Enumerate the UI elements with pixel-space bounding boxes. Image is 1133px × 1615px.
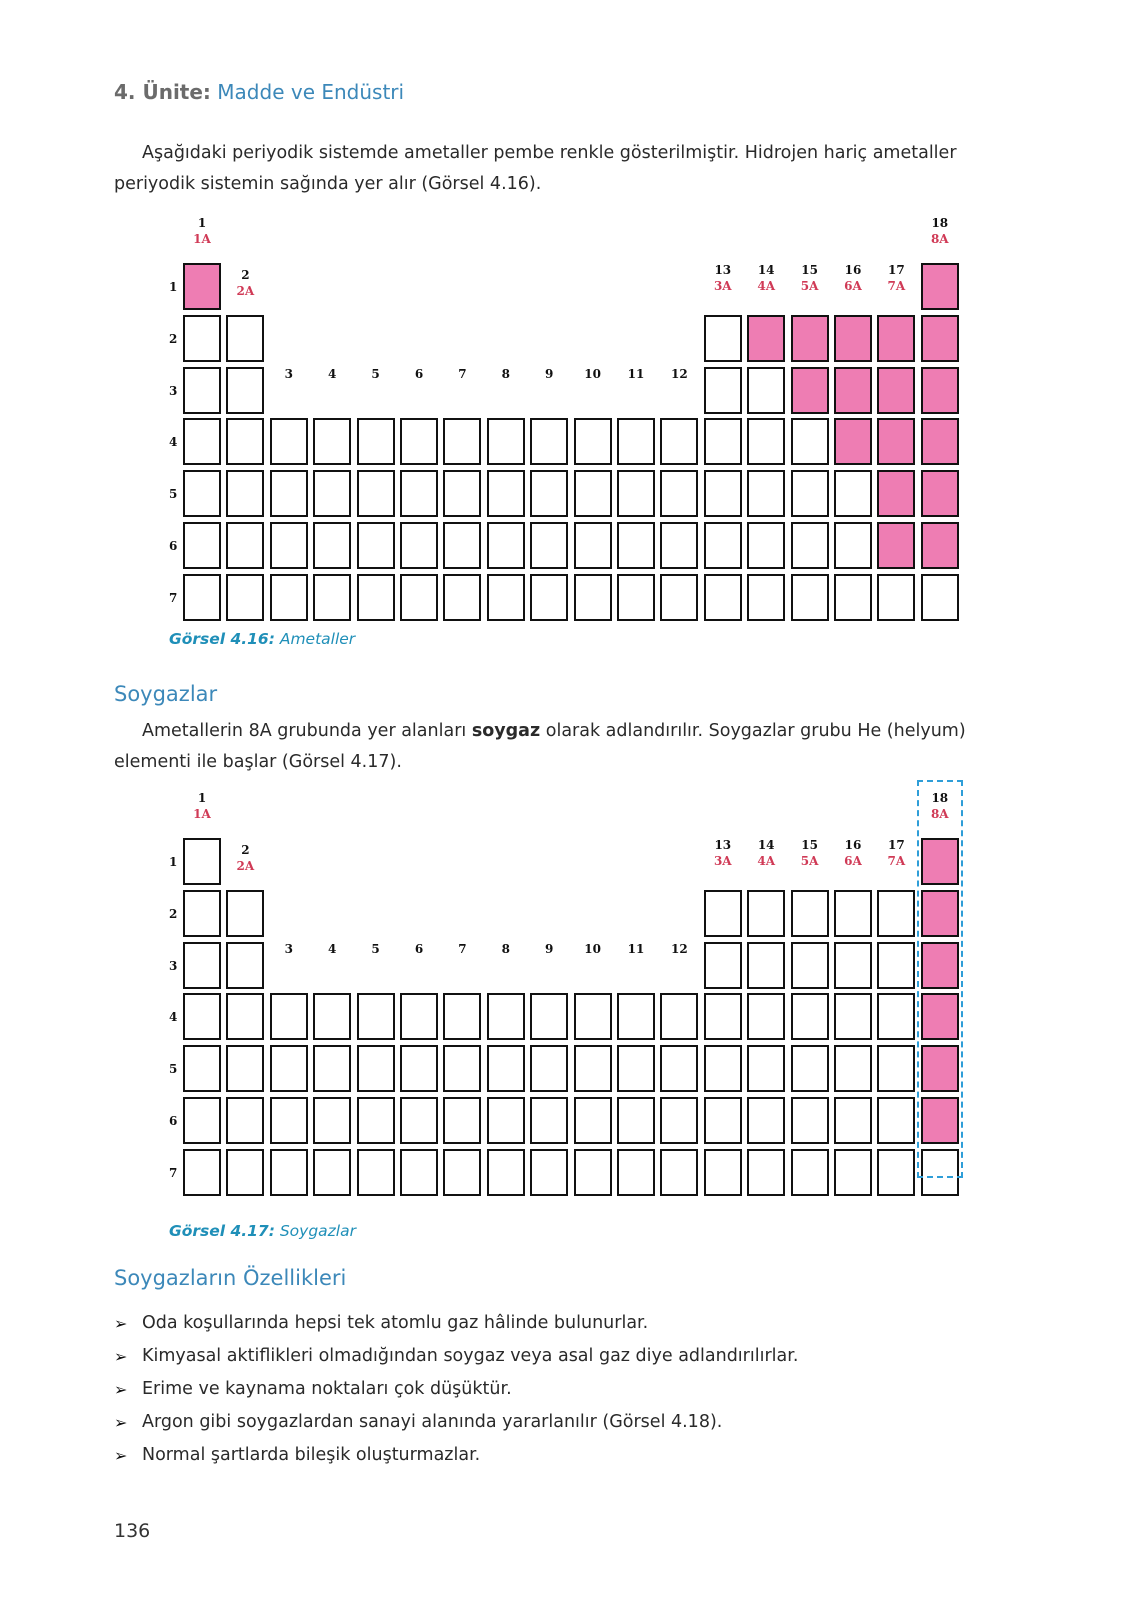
element-cell-p4-g12 — [660, 418, 698, 465]
section-title-properties: Soygazların Özellikleri — [114, 1266, 347, 1290]
element-cell-p5-g14 — [747, 1045, 785, 1092]
element-cell-p5-g7 — [443, 1045, 481, 1092]
element-cell-p6-g6 — [400, 1097, 438, 1144]
group-label-13: 13 3A — [713, 263, 732, 293]
element-cell-p5-g10 — [574, 470, 612, 517]
element-cell-p6-g15 — [791, 1097, 829, 1144]
periodic-table-noble-gases — [165, 790, 1010, 1190]
element-cell-p2-g1 — [183, 315, 221, 362]
group-label-2: 2 2A — [236, 843, 255, 873]
element-cell-p7-g8 — [487, 1149, 525, 1196]
element-cell-p6-g15 — [791, 522, 829, 569]
group-label-6: 6 — [414, 367, 424, 381]
element-cell-p2-g1 — [183, 890, 221, 937]
group-label-8: 8 — [501, 942, 510, 956]
element-cell-p6-g2 — [226, 522, 264, 569]
element-cell-p7-g7 — [443, 1149, 481, 1196]
element-cell-p3-g13 — [704, 367, 742, 414]
group-label-9: 9 — [545, 942, 554, 956]
list-item — [114, 1406, 1014, 1439]
unit-number: 4. Ünite: — [114, 80, 211, 104]
group-label-15: 15 5A — [800, 263, 819, 293]
element-cell-p7-g12 — [660, 1149, 698, 1196]
period-label-1: 1 — [169, 855, 178, 869]
element-cell-p3-g2 — [226, 942, 264, 989]
element-cell-p2-g2 — [226, 315, 264, 362]
element-cell-p7-g16 — [834, 574, 872, 621]
list-item-text: Normal şartlarda bileşik oluşturmazlar. — [142, 1445, 481, 1465]
group-label-4: 4 — [328, 942, 337, 956]
element-cell-p5-g13 — [704, 470, 742, 517]
group-label-9: 9 — [545, 367, 554, 381]
list-item-text: Oda koşullarında hepsi tek atomlu gaz hâlinde bulunurlar. — [142, 1313, 649, 1333]
element-cell-p5-g16 — [834, 470, 872, 517]
element-cell-p3-g17 — [877, 942, 915, 989]
soygazlar-text-2: olarak adlandırılır. Soygazlar grubu He (helyum) elementi ile başlar (Görsel 4.17). — [114, 721, 966, 772]
element-cell-p6-g14 — [747, 1097, 785, 1144]
group-label-7: 7 — [458, 367, 467, 381]
element-cell-p5-g15 — [791, 470, 829, 517]
period-label-2: 2 — [169, 331, 178, 346]
element-cell-p7-g15 — [791, 574, 829, 621]
element-cell-p4-g10 — [574, 418, 612, 465]
period-label-6: 6 — [169, 539, 178, 553]
element-cell-p5-g6 — [400, 1045, 438, 1092]
element-cell-p4-g4 — [313, 418, 351, 465]
element-cell-p4-g8 — [487, 993, 525, 1040]
element-cell-p3-g16 — [834, 367, 872, 414]
figure-caption-4-16 — [169, 630, 355, 648]
element-cell-p3-g18 — [921, 367, 959, 414]
caption-label: Görsel 4.16: — [169, 630, 275, 648]
element-cell-p2-g15 — [791, 315, 829, 362]
element-cell-p2-g14 — [747, 890, 785, 937]
element-cell-p5-g16 — [834, 1045, 872, 1092]
element-cell-p7-g17 — [877, 1149, 915, 1196]
element-cell-p4-g12 — [660, 993, 698, 1040]
element-cell-p7-g18 — [921, 574, 959, 621]
element-cell-p7-g2 — [226, 1149, 264, 1196]
period-label-2: 2 — [169, 906, 178, 921]
element-cell-p4-g11 — [617, 418, 655, 465]
element-cell-p3-g15 — [791, 942, 829, 989]
element-cell-p4-g6 — [400, 993, 438, 1040]
group-label-11: 11 — [627, 942, 645, 956]
element-cell-p6-g4 — [313, 522, 351, 569]
element-cell-p5-g9 — [530, 1045, 568, 1092]
group-label-5: 5 — [371, 367, 380, 381]
element-cell-p6-g13 — [704, 522, 742, 569]
element-cell-p4-g7 — [443, 418, 481, 465]
element-cell-p2-g13 — [704, 315, 742, 362]
element-cell-p5-g3 — [270, 1045, 308, 1092]
element-cell-p2-g16 — [834, 890, 872, 937]
element-cell-p3-g1 — [183, 942, 221, 989]
element-cell-p5-g8 — [487, 470, 525, 517]
group-label-8: 8 — [501, 367, 510, 381]
period-label-3: 3 — [169, 958, 178, 973]
element-cell-p2-g17 — [877, 890, 915, 937]
element-cell-p4-g2 — [226, 418, 264, 465]
group-label-10: 10 — [584, 367, 601, 381]
element-cell-p4-g17 — [877, 993, 915, 1040]
element-cell-p4-g5 — [357, 418, 395, 465]
element-cell-p1-g1 — [183, 263, 221, 310]
element-cell-p5-g1 — [183, 1045, 221, 1092]
soygazlar-text-1: Ametallerin 8A grubunda yer alanları — [142, 721, 472, 741]
list-item — [114, 1439, 1014, 1472]
element-cell-p7-g8 — [487, 574, 525, 621]
group-label-10: 10 — [584, 942, 601, 956]
group-label-16: 16 6A — [844, 263, 862, 293]
element-cell-p3-g14 — [747, 367, 785, 414]
element-cell-p4-g4 — [313, 993, 351, 1040]
group-label-18: 18 8A — [930, 216, 949, 246]
element-cell-p6-g3 — [270, 522, 308, 569]
element-cell-p4-g10 — [574, 993, 612, 1040]
element-cell-p6-g7 — [443, 522, 481, 569]
element-cell-p7-g3 — [270, 1149, 308, 1196]
properties-list — [114, 1307, 1014, 1472]
element-cell-p6-g7 — [443, 1097, 481, 1144]
element-cell-p6-g2 — [226, 1097, 264, 1144]
element-cell-p5-g5 — [357, 1045, 395, 1092]
element-cell-p2-g2 — [226, 890, 264, 937]
element-cell-p4-g18 — [921, 418, 959, 465]
group-label-3: 3 — [284, 367, 293, 381]
element-cell-p5-g10 — [574, 1045, 612, 1092]
element-cell-p6-g11 — [617, 522, 655, 569]
element-cell-p4-g1 — [183, 993, 221, 1040]
element-cell-p7-g11 — [617, 1149, 655, 1196]
group-label-18: 18 8A — [930, 791, 949, 821]
element-cell-p5-g1 — [183, 470, 221, 517]
element-cell-p6-g14 — [747, 522, 785, 569]
element-cell-p5-g8 — [487, 1045, 525, 1092]
period-label-7: 7 — [169, 1165, 178, 1180]
group-label-14: 14 4A — [757, 838, 776, 868]
element-cell-p4-g14 — [747, 993, 785, 1040]
group-label-1: 1 1A — [193, 216, 211, 246]
element-cell-p7-g6 — [400, 574, 438, 621]
element-cell-p7-g9 — [530, 574, 568, 621]
element-cell-p6-g1 — [183, 1097, 221, 1144]
element-cell-p1-g18 — [921, 263, 959, 310]
noble-gas-group-outline — [917, 780, 963, 1178]
element-cell-p6-g11 — [617, 1097, 655, 1144]
element-cell-p5-g18 — [921, 470, 959, 517]
element-cell-p5-g12 — [660, 470, 698, 517]
element-cell-p5-g4 — [313, 470, 351, 517]
element-cell-p4-g1 — [183, 418, 221, 465]
element-cell-p7-g17 — [877, 574, 915, 621]
period-label-5: 5 — [169, 1062, 178, 1077]
element-cell-p5-g2 — [226, 470, 264, 517]
list-item — [114, 1373, 1014, 1406]
element-cell-p6-g12 — [660, 1097, 698, 1144]
element-cell-p7-g5 — [357, 574, 395, 621]
element-cell-p7-g1 — [183, 574, 221, 621]
arrowhead-bullet-icon: ➢ — [114, 1446, 128, 1465]
element-cell-p1-g1 — [183, 838, 221, 885]
element-cell-p6-g5 — [357, 1097, 395, 1144]
element-cell-p5-g15 — [791, 1045, 829, 1092]
period-label-5: 5 — [169, 487, 178, 502]
element-cell-p7-g15 — [791, 1149, 829, 1196]
group-label-12: 12 — [671, 367, 688, 381]
element-cell-p6-g6 — [400, 522, 438, 569]
group-label-3: 3 — [284, 942, 293, 956]
element-cell-p5-g2 — [226, 1045, 264, 1092]
element-cell-p6-g17 — [877, 522, 915, 569]
element-cell-p7-g13 — [704, 1149, 742, 1196]
element-cell-p5-g5 — [357, 470, 395, 517]
element-cell-p4-g7 — [443, 993, 481, 1040]
period-label-4: 4 — [169, 435, 178, 450]
caption-text: Ametaller — [279, 630, 356, 648]
element-cell-p7-g14 — [747, 1149, 785, 1196]
group-label-17: 17 7A — [887, 263, 906, 293]
soygazlar-bold-term: soygaz — [471, 721, 541, 741]
element-cell-p6-g8 — [487, 522, 525, 569]
section-title-soygazlar: Soygazlar — [114, 682, 218, 706]
group-label-17: 17 7A — [887, 838, 906, 868]
intro-text: Aşağıdaki periyodik sistemde ametaller pembe renkle gösterilmiştir. Hidrojen hariç ametaller periyodik sistemin sağında yer alır (Görsel 4.16). — [114, 143, 957, 194]
element-cell-p4-g15 — [791, 418, 829, 465]
group-label-6: 6 — [414, 942, 424, 956]
element-cell-p7-g9 — [530, 1149, 568, 1196]
element-cell-p4-g9 — [530, 418, 568, 465]
element-cell-p5-g3 — [270, 470, 308, 517]
element-cell-p6-g16 — [834, 1097, 872, 1144]
element-cell-p7-g2 — [226, 574, 264, 621]
element-cell-p3-g2 — [226, 367, 264, 414]
element-cell-p2-g18 — [921, 315, 959, 362]
element-cell-p5-g11 — [617, 470, 655, 517]
group-label-7: 7 — [458, 942, 467, 956]
element-cell-p3-g17 — [877, 367, 915, 414]
list-item — [114, 1340, 1014, 1373]
element-cell-p2-g17 — [877, 315, 915, 362]
unit-name: Madde ve Endüstri — [217, 80, 405, 104]
element-cell-p2-g15 — [791, 890, 829, 937]
group-label-14: 14 4A — [757, 263, 776, 293]
element-cell-p4-g3 — [270, 993, 308, 1040]
element-cell-p5-g6 — [400, 470, 438, 517]
element-cell-p2-g16 — [834, 315, 872, 362]
element-cell-p6-g17 — [877, 1097, 915, 1144]
element-cell-p6-g10 — [574, 522, 612, 569]
element-cell-p4-g16 — [834, 418, 872, 465]
element-cell-p5-g11 — [617, 1045, 655, 1092]
element-cell-p6-g13 — [704, 1097, 742, 1144]
element-cell-p5-g7 — [443, 470, 481, 517]
element-cell-p6-g18 — [921, 522, 959, 569]
arrowhead-bullet-icon: ➢ — [114, 1413, 128, 1432]
group-label-16: 16 6A — [844, 838, 862, 868]
figure-caption-4-17 — [169, 1222, 356, 1240]
arrowhead-bullet-icon: ➢ — [114, 1347, 128, 1366]
element-cell-p4-g15 — [791, 993, 829, 1040]
element-cell-p5-g14 — [747, 470, 785, 517]
element-cell-p6-g9 — [530, 1097, 568, 1144]
element-cell-p7-g7 — [443, 574, 481, 621]
element-cell-p4-g6 — [400, 418, 438, 465]
arrowhead-bullet-icon: ➢ — [114, 1380, 128, 1399]
group-label-15: 15 5A — [800, 838, 819, 868]
intro-paragraph — [114, 138, 1034, 200]
element-cell-p7-g6 — [400, 1149, 438, 1196]
group-label-12: 12 — [671, 942, 688, 956]
element-cell-p7-g3 — [270, 574, 308, 621]
period-label-6: 6 — [169, 1114, 178, 1128]
caption-label: Görsel 4.17: — [169, 1222, 275, 1240]
element-cell-p7-g4 — [313, 574, 351, 621]
element-cell-p4-g16 — [834, 993, 872, 1040]
element-cell-p6-g9 — [530, 522, 568, 569]
element-cell-p4-g13 — [704, 993, 742, 1040]
element-cell-p5-g4 — [313, 1045, 351, 1092]
arrowhead-bullet-icon: ➢ — [114, 1314, 128, 1333]
element-cell-p4-g2 — [226, 993, 264, 1040]
element-cell-p7-g1 — [183, 1149, 221, 1196]
group-label-5: 5 — [371, 942, 380, 956]
period-label-3: 3 — [169, 383, 178, 398]
element-cell-p4-g5 — [357, 993, 395, 1040]
periodic-table-nonmetals — [165, 215, 1010, 615]
element-cell-p3-g14 — [747, 942, 785, 989]
element-cell-p4-g11 — [617, 993, 655, 1040]
element-cell-p7-g10 — [574, 1149, 612, 1196]
soygazlar-paragraph — [114, 716, 1034, 778]
group-label-2: 2 2A — [236, 268, 255, 298]
element-cell-p4-g9 — [530, 993, 568, 1040]
element-cell-p3-g15 — [791, 367, 829, 414]
element-cell-p6-g10 — [574, 1097, 612, 1144]
list-item-text: Erime ve kaynama noktaları çok düşüktür. — [142, 1379, 512, 1399]
element-cell-p7-g4 — [313, 1149, 351, 1196]
element-cell-p6-g3 — [270, 1097, 308, 1144]
group-label-11: 11 — [627, 367, 645, 381]
group-label-13: 13 3A — [713, 838, 732, 868]
element-cell-p4-g3 — [270, 418, 308, 465]
element-cell-p6-g16 — [834, 522, 872, 569]
element-cell-p2-g14 — [747, 315, 785, 362]
element-cell-p2-g13 — [704, 890, 742, 937]
element-cell-p7-g16 — [834, 1149, 872, 1196]
period-label-4: 4 — [169, 1010, 178, 1025]
element-cell-p3-g16 — [834, 942, 872, 989]
element-cell-p4-g14 — [747, 418, 785, 465]
element-cell-p7-g5 — [357, 1149, 395, 1196]
element-cell-p7-g12 — [660, 574, 698, 621]
unit-header — [114, 80, 404, 104]
element-cell-p6-g1 — [183, 522, 221, 569]
element-cell-p5-g9 — [530, 470, 568, 517]
element-cell-p5-g17 — [877, 1045, 915, 1092]
element-cell-p5-g12 — [660, 1045, 698, 1092]
element-cell-p3-g13 — [704, 942, 742, 989]
element-cell-p6-g8 — [487, 1097, 525, 1144]
element-cell-p6-g12 — [660, 522, 698, 569]
element-cell-p3-g1 — [183, 367, 221, 414]
element-cell-p6-g5 — [357, 522, 395, 569]
element-cell-p7-g11 — [617, 574, 655, 621]
list-item — [114, 1307, 1014, 1340]
element-cell-p4-g17 — [877, 418, 915, 465]
period-label-1: 1 — [169, 280, 178, 294]
group-label-4: 4 — [328, 367, 337, 381]
period-label-7: 7 — [169, 590, 178, 605]
list-item-text: Argon gibi soygazlardan sanayi alanında yararlanılır (Görsel 4.18). — [142, 1412, 723, 1432]
element-cell-p7-g13 — [704, 574, 742, 621]
element-cell-p5-g17 — [877, 470, 915, 517]
page-number: 136 — [114, 1520, 151, 1542]
group-label-1: 1 1A — [193, 791, 211, 821]
element-cell-p4-g8 — [487, 418, 525, 465]
element-cell-p6-g4 — [313, 1097, 351, 1144]
element-cell-p7-g10 — [574, 574, 612, 621]
list-item-text: Kimyasal aktiflikleri olmadığından soygaz veya asal gaz diye adlandırılırlar. — [142, 1346, 799, 1366]
element-cell-p7-g14 — [747, 574, 785, 621]
element-cell-p4-g13 — [704, 418, 742, 465]
caption-text: Soygazlar — [279, 1222, 356, 1240]
element-cell-p5-g13 — [704, 1045, 742, 1092]
